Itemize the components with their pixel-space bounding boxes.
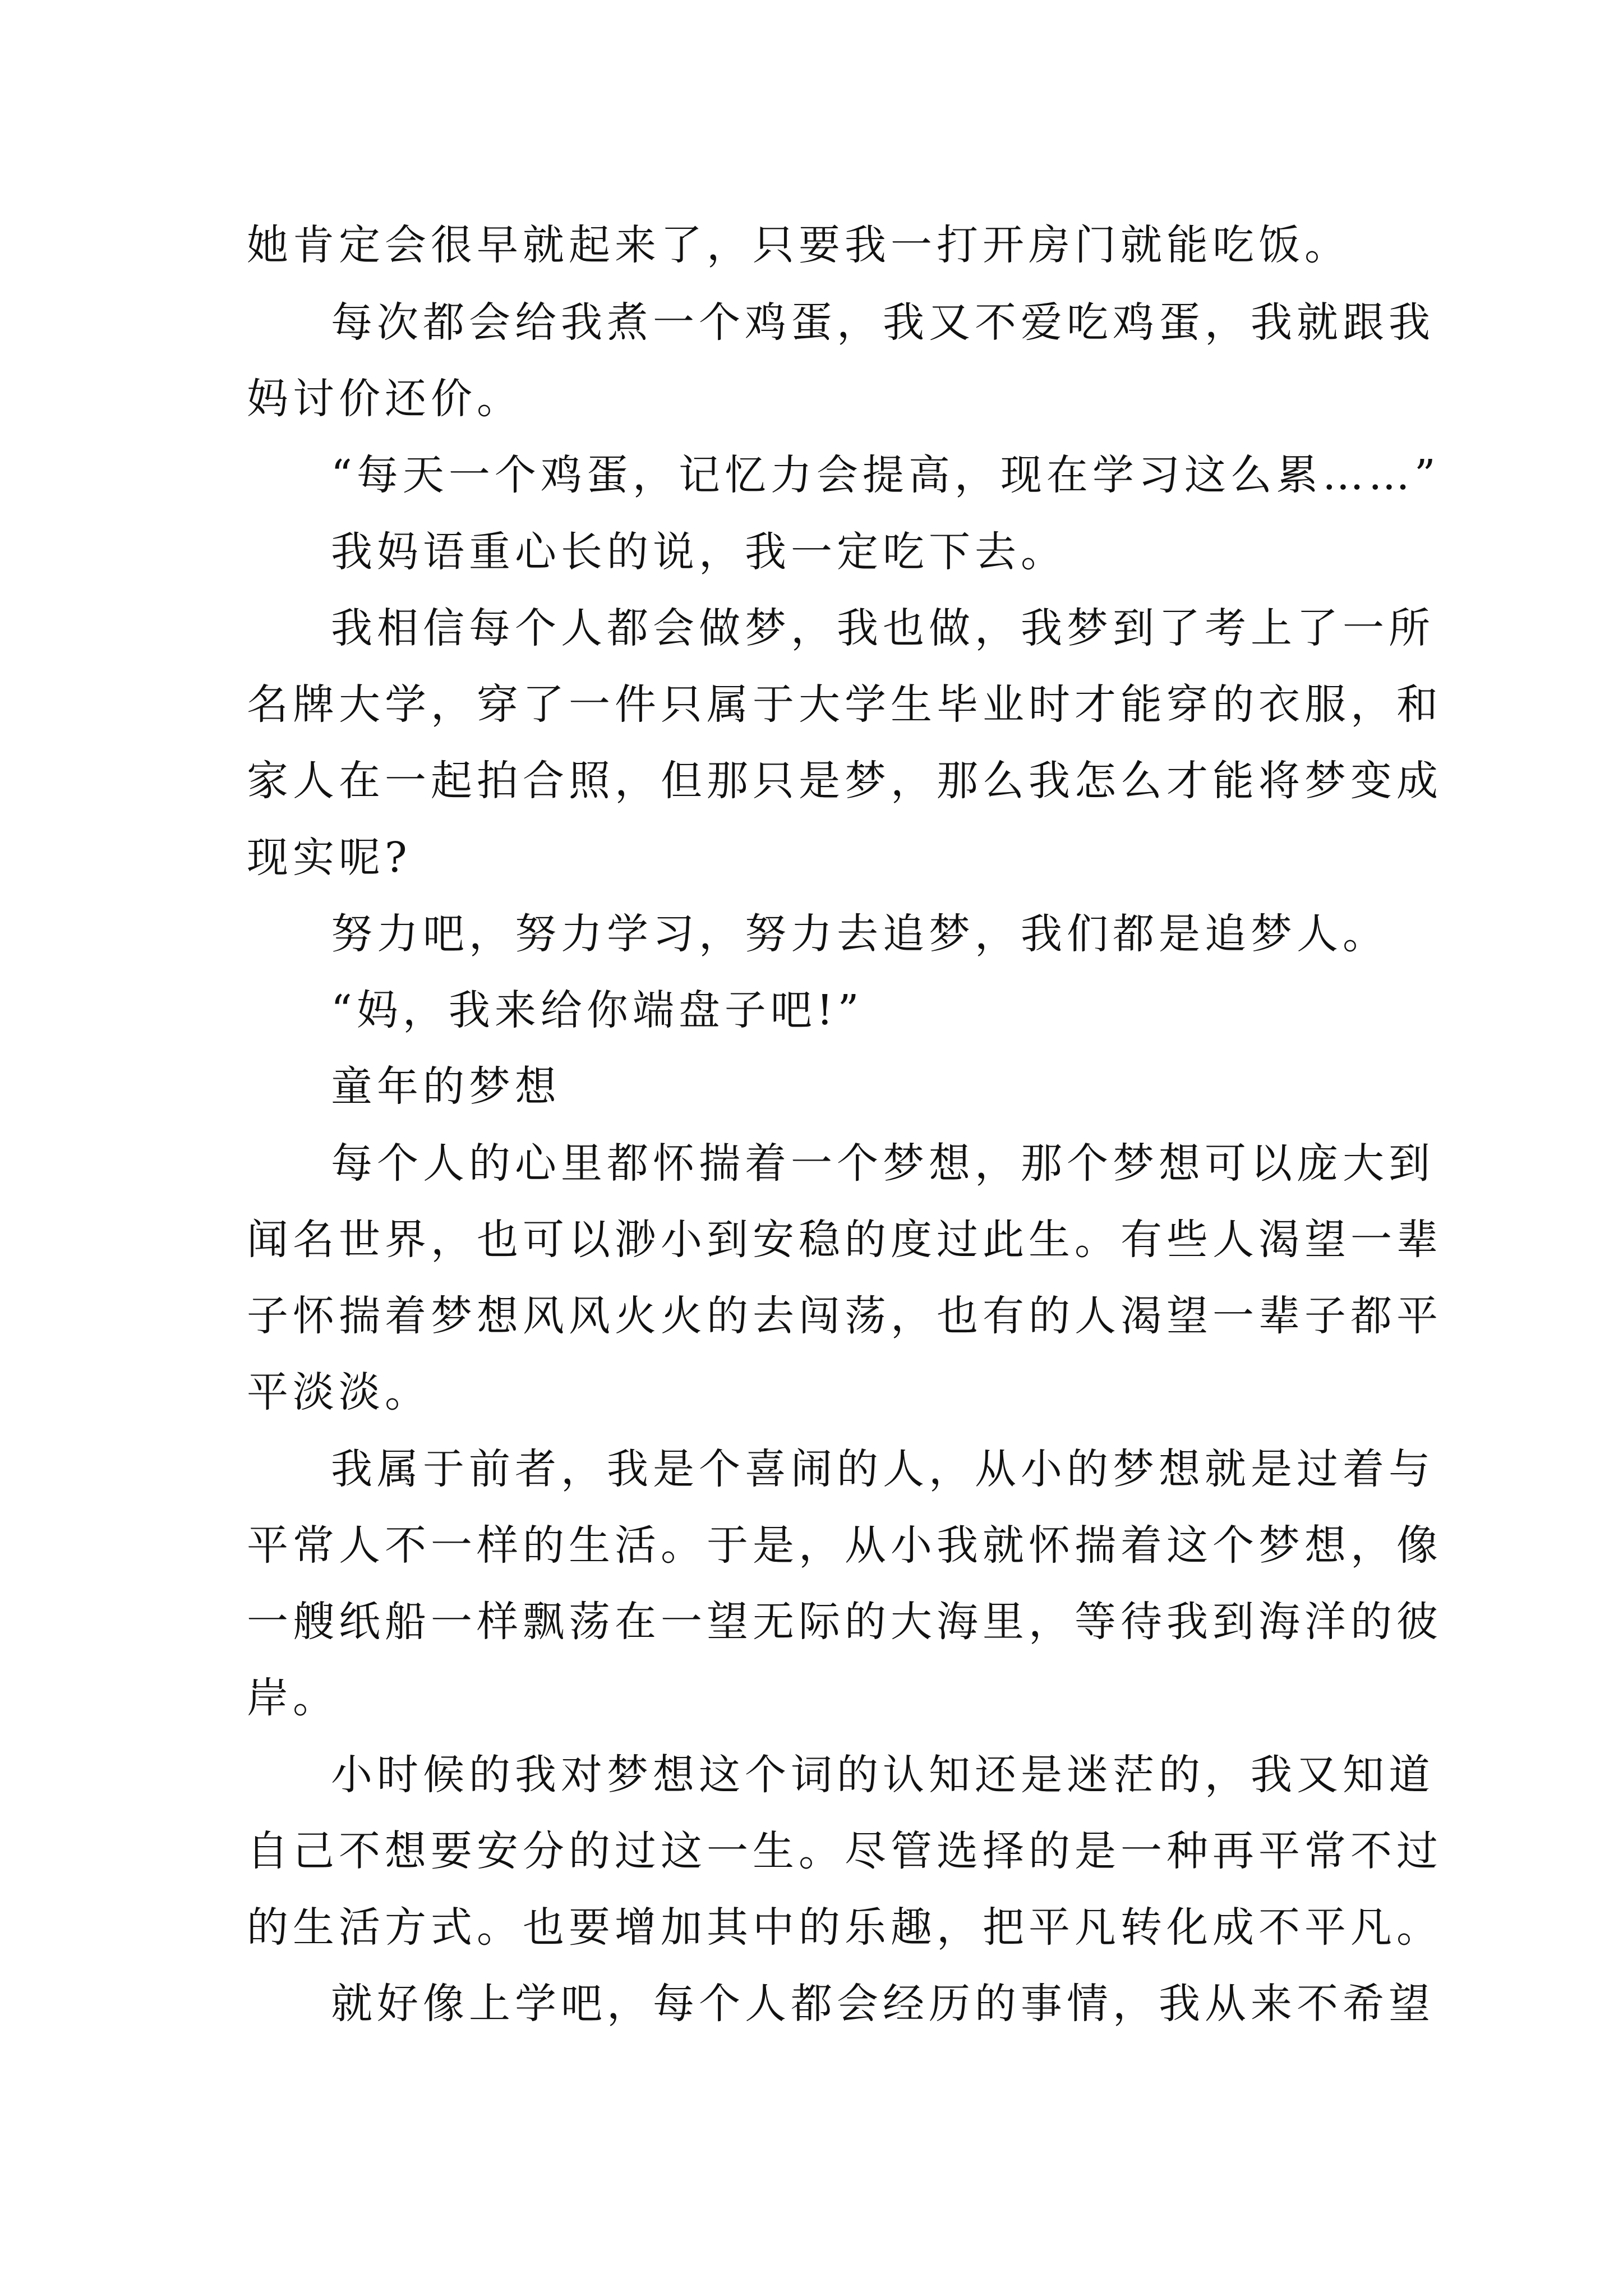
text-line: 努力吧，努力学习，努力去追梦，我们都是追梦人。 <box>331 910 1389 958</box>
text-line: 岸。 <box>247 1674 339 1722</box>
text-line: 我属于前者，我是个喜闹的人，从小的梦想就是过着与 <box>331 1445 1435 1493</box>
text-line: 一艘纸船一样飘荡在一望无际的大海里，等待我到海洋的彼 <box>247 1598 1442 1646</box>
text-line: 小时候的我对梦想这个词的认知还是迷茫的，我又知道 <box>331 1751 1435 1799</box>
text-line: 每个人的心里都怀揣着一个梦想，那个梦想可以庞大到 <box>331 1139 1435 1188</box>
text-line: 子怀揣着梦想风风火火的去闯荡，也有的人渴望一辈子都平 <box>247 1292 1442 1340</box>
text-line: “每天一个鸡蛋，记忆力会提高，现在学习这么累……” <box>331 451 1440 499</box>
text-line: 我妈语重心长的说，我一定吃下去。 <box>331 528 1067 576</box>
text-line: 童年的梦想 <box>331 1062 561 1111</box>
text-line: 每次都会给我煮一个鸡蛋，我又不爱吃鸡蛋，我就跟我 <box>331 298 1435 347</box>
text-line: 就好像上学吧，每个人都会经历的事情，我从来不希望 <box>331 1980 1435 2028</box>
text-line: 我相信每个人都会做梦，我也做，我梦到了考上了一所 <box>331 604 1435 652</box>
text-line: 现实呢? <box>247 834 412 882</box>
text-line: 平常人不一样的生活。于是，从小我就怀揣着这个梦想，像 <box>247 1521 1442 1570</box>
text-line: 平淡淡。 <box>247 1368 431 1416</box>
text-line: 她肯定会很早就起来了，只要我一打开房门就能吃饭。 <box>247 221 1350 269</box>
text-line: 闻名世界，也可以渺小到安稳的度过此生。有些人渴望一辈 <box>247 1216 1442 1264</box>
text-line: 的生活方式。也要增加其中的乐趣，把平凡转化成不平凡。 <box>247 1903 1442 1952</box>
text-line: 自己不想要安分的过这一生。尽管选择的是一种再平常不过 <box>247 1827 1442 1875</box>
text-line: 名牌大学，穿了一件只属于大学生毕业时才能穿的衣服，和 <box>247 680 1442 729</box>
text-line: “妈，我来给你端盘子吧!” <box>331 986 864 1034</box>
text-line: 妈讨价还价。 <box>247 375 523 423</box>
text-line: 家人在一起拍合照，但那只是梦，那么我怎么才能将梦变成 <box>247 757 1442 805</box>
